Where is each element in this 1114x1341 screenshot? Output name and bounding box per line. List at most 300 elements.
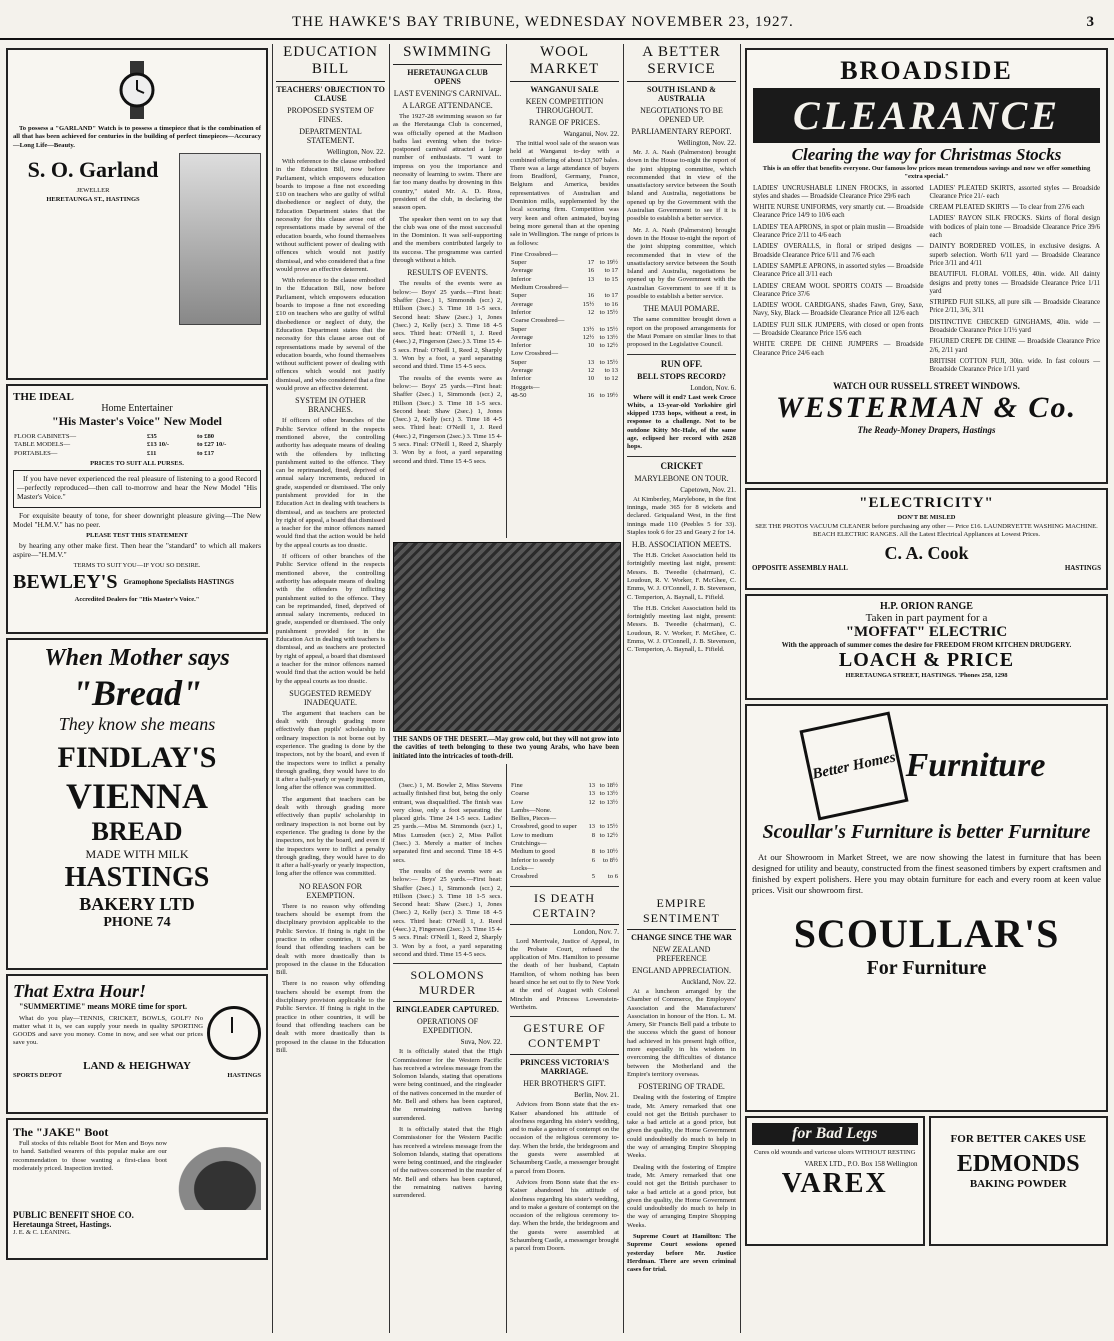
subhead: RINGLEADER CAPTURED. [396, 1005, 499, 1015]
price-from: £13 10/- [146, 441, 170, 449]
table-row [510, 309, 619, 317]
price-cell: to 10½ [599, 848, 618, 856]
price-cell: 13 [588, 823, 596, 831]
article-paragraph: Dealing with the fostering of Empire trade, Mr. Amery remarked that one could not get the British purchaser to take a bad article at a good price, but given the quality, the Home Government could undoubtedly do much to help in the way of arranging Empire Shopping Weeks. [627, 1163, 736, 1229]
list-item: LADIES' OVERALLS, in floral or striped designs — Broadside Clearance Price 6/11 and 7/6 each [753, 243, 924, 259]
article-paragraph: The results of the events were as below:— Boys' 25 yards.—First heat: Shaffer (2sec.) 1, Simmonds (scr.) 2, Hillson (3sec.) 3. Time 18 1-5 secs. Second heat: Shaw (2sec.) 1, Jones (3sec.) 2, Kelly (scr.) 3. Time 18 4-5 secs. Third heat: O'Neill 1, J. Reed (4sec.) 2, Fingerson (2sec.) 3. Time 15 4-5 secs. Final: O'Neill 1, Reed 2, Sharply 3. Won by a foot, a yard separating second and third. Time 15 4-5 secs. [393, 374, 502, 465]
electricity-ad [745, 488, 1108, 590]
scoullar-body: At our Showroom in Market Street, we are now showing the latest in furniture that has been designed for utility and beauty, constructed from the finest seasoned timbers by expert craftsmen and finished by expert polishers. Here you may obtain furniture for each and every room at keen value prices. Visit our showroom first. [752, 852, 1101, 895]
price-cell: 8 [591, 848, 596, 856]
subhead: WANGANUI SALE [530, 85, 599, 94]
table-row [13, 450, 261, 458]
cook-opp: OPPOSITE ASSEMBLY HALL [752, 563, 848, 572]
jake-boot-ad [6, 1118, 268, 1260]
table-row [510, 790, 619, 798]
subhead: H.B. ASSOCIATION MEETS. [631, 540, 732, 550]
divider [627, 456, 736, 457]
hmv-suit: PRICES TO SUIT ALL PURSES. [90, 459, 184, 467]
price-label: PORTABLES— [14, 449, 58, 457]
list-item: STRIPED FUJI SILKS, all pure silk — Broadside Clearance Price 2/11, 3/6, 3/11 [929, 299, 1100, 315]
price-label: TABLE MODELS— [14, 441, 71, 449]
article-paragraph: Dealing with the fostering of Empire trade, Mr. Amery remarked that one could not get the British purchaser to take a bad article at a good price, but given the quality, the Home Government could undoubtedly do much to help in the way of arranging Empire Shopping Weeks. [627, 1094, 736, 1160]
price-cell: 15½ [582, 300, 595, 308]
table-row [510, 384, 619, 392]
garland-name: S. O. Garland [27, 156, 159, 182]
scoullar-for: For Furniture [866, 957, 987, 979]
price-cell: 17 [587, 259, 595, 267]
article-paragraph: (3sec.) 1, M. Bowler 2, Miss Stevens actually finished first but, being the only entrant, was disqualified. The finish was very close, only a foot separating the placed girls. Time 24 1-5 secs. Ladies' 25 yards.—Miss M. Simmonds (scr.) 1, Miss Lumsden (scr.) 2, Miss Pallot (3sec.) 3. Merely a matter of inches separated first and second. Time 18 4-5 secs. [393, 782, 502, 864]
hmv-head: THE IDEAL [13, 391, 74, 403]
article-paragraph: If officers of other branches of the Public Service offend in the respects mentioned above, the controlling authority has adequate means of dealing with the offenders by inflicting punishment suited to the offence. They can be reprimanded, fined, deprived of annual salary increments, reduced in grade, suspended or dismissed. The only punishment provided for in the Education Act in dealing with teachers is dismissal, and as teachers are protected by right of appeal, a board that dismissed a teacher for the minor offences named would find that the action would be held by the appeal courts as too drastic. [276, 417, 385, 549]
headline-death: IS DEATH CERTAIN? [510, 891, 619, 925]
varex-brand: VAREX [781, 1168, 888, 1200]
subhead: HERETAUNGA CLUB OPENS [407, 68, 488, 86]
grade-cell: Lambs—None. [511, 806, 552, 814]
dateline: London, Nov. 6. [690, 383, 736, 392]
headline-wool: WOOL MARKET [510, 44, 619, 82]
list-item: FIGURED CREPE DE CHINE — Broadside Clearance Price 2/6, 2/11 yard [929, 338, 1100, 354]
jake-head: The "JAKE" Boot [13, 1125, 109, 1139]
grade-cell: Average [511, 267, 533, 275]
article-paragraph: The speaker then went on to say that the club was one of the most successful in the Dominion. It was self-supporting and the members contributed largely to its success. The programme was carried through without a hitch. [393, 215, 502, 265]
headline-empire: EMPIRE SENTIMENT [627, 896, 736, 930]
subhead: TEACHERS' OBJECTION TO CLAUSE [276, 85, 385, 103]
price-cell: 16 [587, 292, 595, 300]
news-column-wool [510, 44, 619, 533]
price-cell: 13 [587, 358, 595, 366]
table-row [510, 782, 619, 790]
subhead: BELL STOPS RECORD? [637, 371, 726, 381]
dateline: Auckland, Nov. 22. [681, 978, 736, 986]
grade-cell: Super [511, 292, 527, 300]
electricity-head: "ELECTRICITY" [859, 495, 994, 511]
article-paragraph: The H.B. Cricket Association held its fortnightly meeting last night, present: Messrs. B. Tweedie (chairman), C. Loudoun, R. V. Worker, F. McGhee, C. Emms, W. J. O'Connell, J. B. Stevenson, C. Temperton, A. Baynall, L. Fifield. [627, 604, 736, 654]
subhead: PROPOSED SYSTEM OF FINES. [287, 106, 374, 124]
varex-head: for Bad Legs [752, 1123, 918, 1145]
jake-addr: Heretaunga Street, Hastings. [13, 1220, 112, 1229]
table-row [510, 350, 619, 358]
price-cell: to 15½ [599, 308, 618, 316]
dateline: London, Nov. 7. [573, 927, 619, 936]
article-paragraph: Mr. J. A. Nash (Palmerston) brought down in the House to-night the report of the joint shipping committee, which recommended that in view of the unsatisfactory service between the South Island and Australia, negotiations be opened up by the Government with the Australian Government to see if it is possible to establish a better service. [627, 149, 736, 223]
column-rule [623, 44, 624, 1333]
grade-cell: Inferior [511, 375, 532, 383]
price-cell [586, 815, 596, 823]
hmv-ad [6, 384, 268, 634]
list-item: LADIES' TEA APRONS, in spot or plain muslin — Broadside Clearance Price 2/11 to 4/6 each [753, 223, 924, 240]
price-cell: to 12½ [599, 342, 618, 350]
price-cell: 5 [591, 873, 596, 881]
bread-phone: PHONE 74 [103, 915, 171, 930]
price-cell: to 12½ [599, 831, 618, 839]
hour-dept: SPORTS DEPOT [13, 1072, 63, 1079]
subhead: PRINCESS VICTORIA'S MARRIAGE. [520, 1058, 609, 1077]
findlays-brand: FINDLAY'S [57, 741, 217, 774]
grade-cell: 48-50 [511, 391, 527, 399]
price-cell [586, 840, 596, 848]
hmv-protect: PLEASE TEST THIS STATEMENT [86, 531, 188, 539]
bottom-ads-row [745, 1116, 1108, 1246]
table-row [510, 840, 619, 848]
list-item: LADIES' WOOL CARDIGANS, shades Fawn, Grey, Saxe, Navy, Sky, Black — Broadside Clearance Price all 12/6 each [753, 302, 924, 318]
price-cell [595, 384, 619, 392]
hour-town: HASTINGS [227, 1072, 261, 1079]
grade-cell: Crutchings— [511, 840, 547, 848]
subhead: DEPARTMENTAL STATEMENT. [299, 127, 362, 145]
price-cell: to 15½ [599, 325, 618, 333]
hastings-text: HASTINGS [64, 862, 210, 893]
table-row [510, 301, 619, 309]
hour-head: That Extra Hour! [13, 981, 147, 1001]
price-cell [586, 865, 596, 873]
price-from: £11 [146, 449, 157, 457]
table-row [510, 276, 619, 284]
price-cell [595, 317, 619, 325]
grade-cell: Fine Crossbred— [511, 250, 558, 258]
ads-column-left [6, 44, 268, 1333]
electricity-body: SEE THE PROTOS VACUUM CLEANER before purchasing any other — Price £16. LAUNDRYETTE WASHING MACHINE. BEACH ELECTRIC RANGES. All the Latest Electrical Appliances at Lowest Prices. [755, 523, 1098, 539]
subhead: MARYLEBONE ON TOUR. [634, 473, 729, 483]
hour-summer: "SUMMERTIME" means MORE time for sport. [19, 1002, 187, 1011]
table-row [13, 433, 261, 441]
subhead: LAST EVENING'S CARNIVAL. [393, 89, 502, 98]
broadside-clearance-ad [745, 48, 1108, 484]
edmonds-t3: BAKING POWDER [969, 1178, 1067, 1190]
price-cell: 12½ [582, 333, 595, 341]
clearance-banner: CLEARANCE [753, 88, 1100, 143]
furniture-banner: Furniture [905, 747, 1046, 784]
hmv-note: If you have never experienced the real pleasure of listening to a good Record—perfectly reproduced—then call to-morrow and hear the New Model "His Master's Voice." [17, 473, 257, 501]
moffat-l2: Taken in part payment for a [865, 612, 988, 624]
list-item: BEAUTIFUL FLORAL VOILES, 40in. wide. All dainty designs and pretty tones — Broadside Clearance Price 1/11 yard [929, 271, 1100, 295]
article-paragraph: The H.B. Cricket Association held its fortnightly meeting last night, present: Messrs. B. Tweedie (chairman), C. Loudoun, R. V. Worker, F. McGhee, C. Emms, W. J. O'Connell, J. B. Stevenson, C. Temperton, A. Baynall, L. Fifield. [627, 552, 736, 601]
edmonds-t1: FOR BETTER CAKES USE [950, 1133, 1086, 1145]
price-cell [579, 251, 595, 259]
price-cell: 13½ [582, 325, 595, 333]
list-item: WHITE NURSE UNIFORMS, very smartly cut. — Broadside Clearance Price 14/9 to 10/6 each [753, 204, 924, 220]
price-cell: to 12 [604, 375, 618, 383]
grade-cell: Hoggets— [511, 383, 540, 391]
subhead: CRICKET [660, 460, 703, 471]
jake-body: Full stocks of this reliable Boot for Men and Boys now to hand. Satisfied wearers of this popular make are our recommendation to those wanting a first-class boot moderately priced. Inspection invited. [13, 1140, 167, 1172]
bread-text: BREAD [91, 817, 183, 846]
price-cell [579, 317, 595, 325]
price-from: £35 [146, 433, 157, 440]
grade-cell: Super [511, 358, 527, 366]
edmonds-ad [929, 1116, 1109, 1246]
grade-cell: Crossbred [511, 873, 538, 881]
price-cell [596, 865, 619, 873]
grade-cell: Average [511, 367, 533, 375]
article-paragraph: Advices from Bonn state that the ex-Kaiser abandoned his attitude of aloofness regarding his sister's wedding, and to make a gesture of contempt on the occasion of the religious ceremony to-day. When the bride, the bridegroom and the guests were assembled at Schaumberg Castle, a messenger brought a parcel from Doorn. [510, 1101, 619, 1175]
list-item: LADIES' UNCRUSHABLE LINEN FROCKS, in assorted styles and shades — Broadside Clearance Price 29/6 each [753, 184, 924, 200]
loach-price-name: LOACH & PRICE [838, 649, 1015, 671]
watch-icon [13, 55, 261, 125]
article-paragraph: The argument that teachers can be dealt with through grading more effectively than pupils' scholarship in ordinary inspection is not borne out by experience. The grading is done by the inspectors, not by the board, and even if the inspectors were to inflict a penalty through grading, they would have to do it after a half-yearly or yearly inspection, long after the offence was committed. [276, 795, 385, 878]
hmv-compare: by hearing any other make first. Then hear the "standard" to which all makers aspire—"H.M.V." [13, 540, 261, 559]
photo-caption: THE SANDS OF THE DESERT.—May grow cold, but they will not grow into the cavities of teeth belonging to these two young Arabs, who have been initiated into the intricacies of tooth-drill. [393, 736, 619, 760]
article-paragraph: The results of the events were as below:— Boys' 25 yards.—First heat: Shaffer (2sec.) 1, Simmonds (scr.) 2, Hillson (3sec.) 3. Time 18 1-5 secs. Second heat: Shaw (2sec.) 1, Jones (3sec.) 2, Kelly (scr.) 3. Time 18 4-5 secs. Third heat: O'Neill 1, J. Reed (4sec.) 2, Fingerson (2sec.) 3. Time 15 4-5 secs. Final: O'Neill 1, Reed 2, Sharply 3. Won by a foot, a yard separating second and third. Time 15 4-5 secs. [393, 867, 502, 958]
grade-cell: Average [511, 300, 533, 308]
price-to: to £17 [197, 449, 215, 457]
subhead: NEGOTIATIONS TO BE OPENED UP. [640, 106, 723, 124]
vienna-text: VIENNA [65, 776, 208, 816]
article-paragraph: If officers of other branches of the Public Service offend in the respects mentioned above, the controlling authority has adequate means of dealing with the offenders by inflicting punishment suited to the offence. They can be reprimanded, fined, deprived of annual salary increments, reduced in grade, suspended or dismissed. The only punishment provided for in the Education Act in dealing with teachers is dismissal, and as teachers are protected by right of appeal, a board that dismissed a teacher for the minor offences named would find that the action would be held by the appeal courts as too drastic. [276, 553, 385, 685]
bakery-text: BAKERY LTD [79, 894, 195, 914]
list-item: DAINTY BORDERED VOILES, in exclusive designs. A superb selection. Worth 6/11 yard — Broadside Clearance Price 3/11 and 4/11 [929, 243, 1100, 267]
article-paragraph: Lord Merrivale, Justice of Appeal, in the Probate Court, refused the application of Mrs. Hamilton to presume the death of her husband, Captain Hamilton, of whom nothing has been heard since he set out to fly to New York at the end of August with Colonel Minchin and Princess Lowenstein-Wertheim. [510, 937, 619, 1011]
scoullar-ad [745, 704, 1108, 1112]
price-cell: to 13½ [599, 798, 618, 806]
jake-shop: PUBLIC BENEFIT SHOE CO. [13, 1210, 134, 1220]
cook-town: HASTINGS [1064, 563, 1101, 572]
subhead: SOUTH ISLAND & AUSTRALIA [647, 85, 716, 103]
wool-price-table [510, 251, 619, 400]
article-paragraph: The results of the events were as below:— Boys' 25 yards.—First heat: Shaffer (2sec.) 1, Simmonds (scr.) 2, Hillson (3sec.) 3. Time 18 1-5 secs. Second heat: Shaw (2sec.) 1, Jones (3sec.) 2, Kelly (scr.) 3. Time 18 4-5 secs. Third heat: O'Neill 1, J. Reed (4sec.) 2, Fingerson (2sec.) 3. Time 15 4-5 secs. Final: O'Neill 1, Reed 2, Sharply 3. Won by a foot, a yard separating second and third. Time 15 4-5 secs. [393, 280, 502, 371]
price-cell [586, 807, 596, 815]
bread-milk: MADE WITH MILK [85, 847, 189, 861]
headline-swimming: SWIMMING [393, 44, 502, 65]
grade-cell: Medium to good [511, 848, 555, 856]
article-paragraph: Advices from Bonn state that the ex-Kaiser abandoned his attitude of aloofness regarding his sister's wedding, and to make a gesture of contempt on the occasion of the religious ceremony to-day. When the bride, the bridegroom and the guests were assembled at Schaumberg Castle, a messenger brought a parcel from Doorn. [510, 1178, 619, 1253]
grade-cell: Inferior [511, 275, 532, 283]
table-row [510, 334, 619, 342]
article-paragraph: With reference to the clause embodied in the Education Bill, now before Parliament, which empowers education boards to impose a fine not exceeding £10 on teachers who are guilty of wilful disobedience or neglect of duty, the Education Department states that the necessity for this clause arose out of representations made by several of the education boards, who found themselves without sufficient power of dealing with offences which would not justify dismissal, and who considered that a fine would prove an effective deterrent. [276, 277, 385, 393]
article-paragraph: At Kimberley, Marylebone, in the first innings, made 365 for 8 wickets and declared. Griqualand West, in the first innings made 110 (Peebles 5 for 33). Staples took 6 for 23 and Geary 2 for 14. [627, 495, 736, 536]
price-cell: to 8½ [602, 856, 618, 864]
article-paragraph: It is officially stated that the High Commissioner for the Western Pacific has received a wireless message from the Solomon Islands, stating that operations were being continued, and the ringleader of the natives concerned in the murder of Mr. Bell and others has been captured, the remaining natives having surrendered. [393, 1048, 502, 1122]
price-cell [596, 815, 619, 823]
price-cell [579, 384, 595, 392]
dateline: Wanganui, Nov. 22. [563, 130, 619, 138]
subhead: RUN OFF. [660, 358, 703, 369]
article-paragraph: Mr. J. A. Nash (Palmerston) brought down in the House to-night the report of the joint shipping committee, which recommended that in view of the unsatisfactory service between the South Island and Australia, negotiations be opened up by the Government with the Australian Government to see if it is possible to establish a better service. [627, 226, 736, 301]
subhead: NEW ZEALAND PREFERENCE [652, 945, 711, 963]
headline-service: A BETTER SERVICE [627, 44, 736, 82]
table-row [510, 359, 619, 367]
subhead: RESULTS OF EVENTS. [407, 268, 488, 278]
divider [627, 354, 736, 355]
broadside-list-left [753, 185, 924, 378]
price-cell: to 19½ [599, 259, 618, 267]
hmv-accredited: Accredited Dealers for "His Master's Voice." [74, 595, 200, 603]
westerman-name: WESTERMAN & Co. [776, 390, 1077, 424]
article-paragraph: It is officially stated that the High Commissioner for the Western Pacific has received a wireless message from the Solomon Islands, stating that operations were being continued, and the ringleader of the natives concerned in the murder of Mr. Bell and others has been captured, the remaining natives having surrendered. [393, 1125, 502, 1200]
column-rule [740, 44, 741, 1333]
divider [510, 886, 619, 887]
moffat-ad [745, 594, 1108, 700]
list-item: DISTINCTIVE CHECKED GINGHAMS, 40in. wide — Broadside Clearance Price 1/1½ yard [929, 318, 1100, 335]
list-item: LADIES' RAYON SILK FROCKS. Skirts of floral design with bodices of plain tone — Broadside Clearance Price 39/6 each [929, 215, 1100, 240]
table-row [510, 823, 619, 831]
varex-body: Cures old wounds and varicose ulcers WITHOUT RESTING [754, 1149, 916, 1156]
hmv-model: "His Master's Voice" New Model [52, 414, 222, 428]
price-label: FLOOR CABINETS— [14, 433, 77, 440]
statue-illustration [179, 153, 261, 325]
findlays-bread-ad [6, 638, 268, 970]
bread-line2: "Bread" [72, 673, 202, 713]
price-cell: to 15 [604, 275, 618, 283]
table-row [510, 865, 619, 873]
table-row [510, 326, 619, 334]
grade-cell: Inferior [511, 342, 532, 350]
grade-cell: Average [511, 333, 533, 341]
price-cell: 6 [591, 856, 596, 864]
article-paragraph: Supreme Court at Hamilton: The Supreme Court sessions opened yesterday before Mr. Justice Herdman. There are seven criminal cases for trial. [627, 1233, 736, 1274]
subhead: HER BROTHER'S GIFT. [523, 1079, 606, 1089]
table-row [510, 259, 619, 267]
table-row [510, 815, 619, 823]
masthead [0, 0, 1114, 40]
dateline: Wellington, Nov. 22. [677, 139, 736, 147]
article-paragraph: The initial wool sale of the season was held at Wanganui to-day with a combined offering of about 13,507 bales. There was a large attendance of buyers from Bradford, Germany, France, Belgium and America, besides representatives of Australian and Dominion mills, supplemented by the local scouring firm. Competition was very keen and often animated, buying being more general than at the opening sale in Wellington. The range of prices is as follows: [510, 140, 619, 247]
price-cell: 13 [587, 275, 595, 283]
headline-solomons: SOLOMONS MURDER [393, 968, 502, 1002]
price-cell: 16 [587, 267, 595, 275]
table-row [510, 317, 619, 325]
table-row [510, 832, 619, 840]
garland-trade: JEWELLER [76, 186, 110, 194]
price-cell [596, 807, 619, 815]
price-cell: to 15½ [599, 358, 618, 366]
grade-cell: Medium Crossbred— [511, 284, 569, 292]
grade-cell: Inferior to seedy [511, 856, 555, 864]
boot-illustration [171, 1140, 261, 1210]
table-row [510, 292, 619, 300]
clock-icon [207, 1006, 261, 1060]
list-item: LADIES' CREAM WOOL SPORTS COATS — Broadside Clearance Price 37/6 [753, 282, 924, 298]
table-row [510, 873, 619, 881]
dateline: Suva, Nov. 22. [460, 1038, 502, 1047]
price-cell: to 15½ [599, 823, 618, 831]
table-row [510, 367, 619, 375]
price-cell: to 13 [604, 367, 618, 375]
article-paragraph: There is no reason why offending teachers should be exempt from the disciplinary provision applicable to the Public Service. If fining is right in the practice in other countries, it will be found that offending teachers can be dealt with more drastically than is proposed in the clause in the Education Bill. [276, 902, 385, 977]
loach-price-addr: HERETAUNGA STREET, HASTINGS. 'Phones 258, 1298 [845, 672, 1008, 679]
grade-cell: Locks— [511, 864, 534, 872]
page-number: 3 [1086, 14, 1094, 30]
subhead: PARLIAMENTARY REPORT. [631, 127, 732, 136]
price-cell: 13 [588, 790, 596, 798]
broadside-watch: WATCH OUR RUSSELL STREET WINDOWS. [833, 380, 1020, 391]
grade-cell: Fine [511, 782, 523, 789]
hour-body: What do you play—TENNIS, CRICKET, BOWLS, GOLF? No matter what it is, we can supply your needs in quality SPORTING GOODS and save you money. Come in now, and see what our prices save you. [13, 1014, 203, 1047]
subhead: SYSTEM IN OTHER BRANCHES. [295, 396, 366, 415]
price-cell [596, 840, 619, 848]
price-cell: 12 [587, 308, 595, 316]
headline-education: EDUCATION BILL [276, 44, 385, 82]
varex-co: VAREX LTD., P.O. Box 158 Wellington [804, 1160, 918, 1169]
subhead: A LARGE ATTENDANCE. [402, 101, 493, 110]
article-paragraph: The argument that teachers can be dealt with through grading more effectively than pupils' scholarship in ordinary inspection is not borne out by experience. The grading is done by the inspectors, not by the board, and even if the inspectors were to inflict a penalty through grading, they would have to do it after a half-yearly or yearly inspection, long after the offence was committed. [276, 709, 385, 792]
divider [510, 1016, 619, 1017]
price-cell: to 18½ [599, 782, 618, 789]
hmv-terms: TERMS TO SUIT YOU—IF YOU SO DESIRE. [73, 561, 201, 569]
price-to: to £80 [197, 433, 215, 440]
grade-cell: Low [511, 798, 524, 806]
news-column-empire [627, 896, 736, 1333]
grade-cell: Super [511, 259, 527, 267]
price-cell: to 13½ [599, 333, 618, 341]
varex-ad [745, 1116, 925, 1246]
grade-cell: Coarse Crossbred— [511, 317, 565, 325]
dateline: Berlin, Nov. 21. [574, 1091, 619, 1100]
table-row [13, 441, 261, 449]
price-cell: 10 [587, 375, 595, 383]
price-cell: 10 [587, 342, 595, 350]
hmv-note-box [13, 470, 261, 508]
headline-gesture: GESTURE OF CONTEMPT [510, 1021, 619, 1055]
table-row [510, 342, 619, 350]
grade-cell: Coarse [511, 790, 530, 798]
bread-line1: When Mother says [44, 645, 230, 671]
list-item: WHITE CREPE DE CHINE JUMPERS — Broadside Clearance Price 24/6 each [753, 341, 924, 357]
better-homes-badge: Better Homes [799, 711, 908, 820]
table-row [510, 392, 619, 400]
article-paragraph: Where will it end? Last week Croce Whits, a 13-year-old Yorkshire girl skipped 1733 hops, without a rest, in response to a challenge. Not to be outdone Kitty Mc-Hale, of the same age, eclipsed her record with 2628 hops. [627, 393, 736, 451]
scoullar-tagline: Scoullar's Furniture is better Furniture [762, 821, 1091, 843]
hmv-price-table [13, 433, 261, 458]
list-item: LADIES' FUJI SILK JUMPERS, with closed or open fronts — Broadside Clearance Price 15/6 each [753, 321, 924, 338]
cook-name: C. A. Cook [884, 542, 969, 563]
table-row [510, 807, 619, 815]
price-cell: to 16 [604, 300, 618, 308]
broadside-title: BROADSIDE [840, 56, 1013, 85]
price-cell [595, 350, 619, 358]
ads-column-right [745, 44, 1108, 1333]
article-paragraph: The 1927-28 swimming season so far as the Heretaunga Club is concerned, was officially opened at the Madison baths last evening when the twice-postponed carnival attracted a large number of enthusiasts. "I want to impress on you the importance and necessity of learning to swim. There are far too many deaths by drowning in this country," stated Mr. A. D. Ross, president of the club, in declaring the season open. [393, 113, 502, 212]
photo-block [393, 538, 619, 764]
desert-photo [393, 542, 621, 732]
subhead: ENGLAND APPRECIATION. [631, 966, 732, 975]
masthead-title: THE HAWKE'S BAY TRIBUNE, WEDNESDAY NOVEMBER 23, 1927. [292, 14, 794, 30]
broadside-list-right [930, 185, 1101, 378]
price-cell: 12 [588, 798, 596, 806]
price-cell [595, 284, 619, 292]
price-cell: 16 [587, 391, 595, 399]
subhead: OPERATIONS OF EXPEDITION. [416, 1017, 479, 1036]
subhead: THE MAUI POMARE. [643, 304, 720, 314]
dateline: Wellington, Nov. 22. [326, 148, 385, 156]
price-cell [579, 284, 595, 292]
table-row [510, 848, 619, 856]
moffat-l4: With the approach of summer comes the desire for FREEDOM FROM KITCHEN DRUDGERY. [781, 641, 1072, 649]
price-cell [595, 251, 619, 259]
grade-cell: Crossbred, good to super [511, 823, 577, 831]
list-item: LADIES' PLEATED SKIRTS, assorted styles — Broadside Clearance Price 21/- each [929, 184, 1100, 200]
grade-cell: Low to medium [511, 831, 554, 839]
grade-cell: Bellies, Pieces— [511, 815, 557, 823]
electricity-sub: DON'T BE MISLED [897, 514, 956, 521]
subhead: RANGE OF PRICES. [529, 118, 600, 127]
price-cell: to 17 [604, 292, 618, 300]
article-paragraph: The same committee brought down a report on the proposed arrangements for the Maui Pomare on similar lines to that proposed in the Legislative Council. [627, 316, 736, 349]
moffat-l1: H.P. ORION RANGE [880, 601, 973, 612]
subhead: SUGGESTED REMEDY INADEQUATE. [289, 688, 372, 707]
news-column-education [276, 44, 385, 1333]
table-row [510, 375, 619, 383]
table-row [510, 267, 619, 275]
scoullar-name: SCOULLAR'S [793, 911, 1060, 956]
table-row [510, 284, 619, 292]
grade-cell: Super [511, 325, 527, 333]
edmonds-t2: EDMONDS [956, 1151, 1080, 1177]
hour-firm: LAND & HEIGHWAY [83, 1060, 191, 1072]
price-cell: to 17 [604, 267, 618, 275]
price-cell: 8 [591, 831, 596, 839]
list-item: LADIES' SAMPLE APRONS, in assorted styles — Broadside Clearance Price all 3/11 each [753, 262, 924, 279]
table-row [510, 251, 619, 259]
